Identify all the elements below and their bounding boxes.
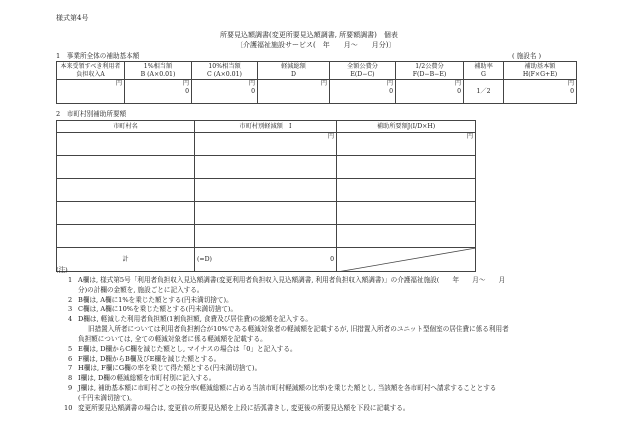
table-cell: 円 [337,133,476,156]
total-value-cell [195,248,337,272]
note-item: 7 H欄は, F欄にG欄の率を乗じて得た額とする(円未満切捨て)。 [68,364,262,373]
header-b: 1%相当額 B (A×0.01) [125,62,192,80]
diagonal-strike [337,248,476,272]
form-number: 様式第4号 [56,14,89,22]
table-cell [337,156,476,179]
total-crossed-cell [337,248,476,272]
section2-heading: 2 市町村別補助所要額 [56,110,127,118]
notes-list [56,276,596,414]
header-g: 補助率 G [464,62,504,80]
note-item: 2 B欄は, A欄に1%を乗じた額とする(円未満切捨て)。 [68,295,233,304]
page-subtitle: 〔介護福祉施設サービス( 年 月〜 月分)〕 [236,41,396,49]
note-item: 3 C欄は, A欄に10%を乗じた額とする(円未満切捨て)。 [68,305,238,314]
facility-name-label: ( 施設名 ) [512,52,542,60]
note-item: 分)の計欄の金額を, 施設ごとに記入する。 [78,285,204,294]
table-cell [195,179,337,202]
table-cell [57,225,195,248]
table-cell: 円 [195,133,337,156]
note-item: 10 変更所要見込額調書の場合は, 変更前の所要見込額を上段に括弧書きし, 変更後の所要見込額を下段に記載する。 [64,403,410,412]
table-cell [195,156,337,179]
header-required: 補助所要額J(I/D×H) [337,121,476,133]
table-cell [337,225,476,248]
header-e: 全額公費分 E(D−C) [330,62,396,80]
total-formula: (=D) [197,255,212,263]
table-cell [337,179,476,202]
value-a: 円 [57,80,125,104]
note-item: 1 A欄は, 様式第5号「利用者負担収入見込額調書(変更利用者負担収入見込額調書, 利用者負担収入額調書)」の介護福祉施設( 年 月〜 月 [68,276,506,284]
note-item: (千円未満切捨て)。 [78,393,136,402]
value-g: 1／2 [464,80,504,104]
note-item: 5 E欄は, D欄からC欄を減じた額とし, マイナスの場合は「0」と記入する。 [68,344,297,353]
note-item: 6 F欄は, D欄からB欄及びE欄を減じた額とする。 [68,354,221,363]
header-h: 補助基本額 H(F×G+E) [504,62,577,80]
header-reduction: 市町村別軽減額 I [195,121,337,133]
table-cell [195,202,337,225]
value-f: 円 0 [396,80,464,104]
header-c: 10%相当額 C (A×0.01) [192,62,258,80]
total-label: 計 [57,248,195,272]
header-d: 軽減総額 D [258,62,330,80]
note-item: 9 J欄は, 補助基本額に市町村ごとの按分率(軽減総額に占める当該市町村軽減額の比率)を乗じた額とし, 当該額を各市町村へ請求することとする [68,384,497,393]
table-cell [57,133,195,156]
table-cell [337,202,476,225]
header-municipality: 市町村名 [57,121,195,133]
notes-heading: (注) [56,266,68,274]
section1-heading: 1 事業所全体の補助基本額 [56,52,140,60]
municipality-table [56,120,476,272]
table-row [57,179,476,202]
table-cell [195,225,337,248]
header-f: 1/2公費分 F(D−B−E) [396,62,464,80]
value-c: 円 0 [192,80,258,104]
table-row [57,156,476,179]
header-a: 本来受領すべき利用者負担収入A [57,62,125,80]
table-cell [57,202,195,225]
table-row [57,202,476,225]
note-item: 負担額については, 全ての軽減対象者に係る軽減額を記載する。 [78,334,267,343]
value-h: 円 0 [504,80,577,104]
table-cell [57,156,195,179]
table-row [57,133,476,156]
total-value: 0 [330,255,334,263]
note-item: 旧措置入所者については利用者負担割合が10%である軽減対象者の軽減額を記載するが, 旧措置入所者のユニット型個室の居住費に係る利用者 [88,325,509,334]
note-item: 8 I欄は, D欄の軽減総額を市町村別に記入する。 [68,374,216,383]
table-row [57,225,476,248]
table-cell [57,179,195,202]
value-b: 円 0 [125,80,192,104]
note-item: 4 D欄は, 軽減した利用者負担額(1割負担額, 食費及び居住費)の総額を記入する。 [68,315,313,324]
page-title: 所要見込額調書(変更所要見込額調書, 所要額調書) 個表 [220,31,398,39]
total-row [57,248,476,272]
value-d: 円 [258,80,330,104]
subsidy-base-table [56,61,577,104]
value-e: 円 0 [330,80,396,104]
